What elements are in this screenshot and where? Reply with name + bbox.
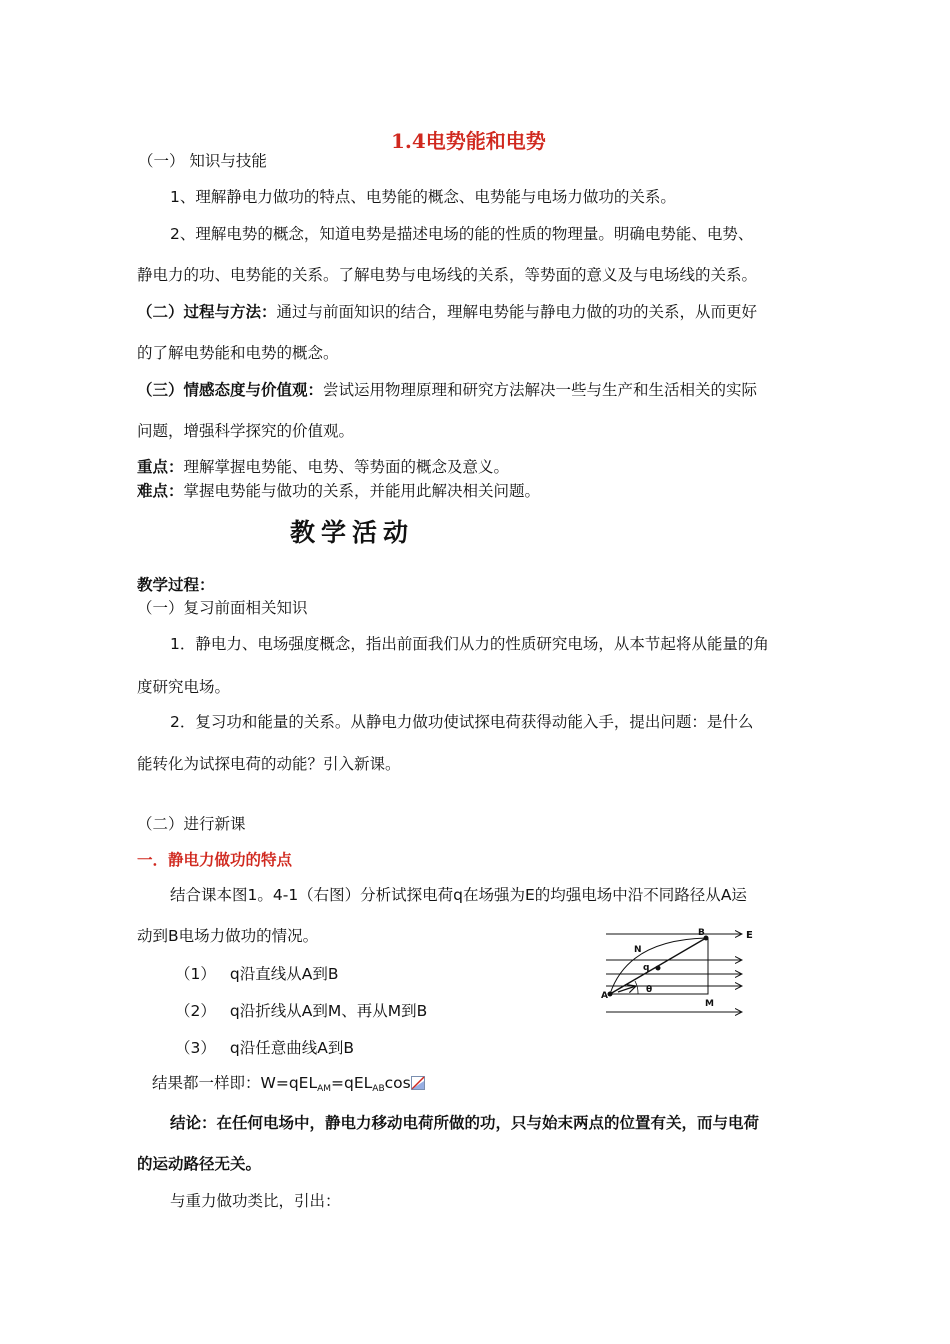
field-lines — [606, 934, 742, 1012]
review-heading: （一）复习前面相关知识 — [137, 599, 308, 617]
review-p2-line1: 2．复习功和能量的关系。从静电力做功使试探电荷获得动能入手，提出问题：是什么 — [170, 713, 754, 731]
case-3 — [175, 1038, 354, 1058]
label-M: M — [705, 999, 714, 1009]
attitude-line2: 问题，增强科学探究的价值观。 — [137, 422, 355, 440]
key-point — [137, 457, 509, 477]
analogy-line: 与重力做功类比，引出： — [170, 1192, 341, 1210]
objective-1: 1、理解静电力做功的特点、电势能的概念、电势能与电场力做功的关系。 — [170, 188, 676, 206]
difficult-point-text: 掌握电势能与做功的关系，并能用此解决相关问题。 — [183, 482, 541, 500]
charge-q — [656, 966, 661, 971]
case-1-num: （1） — [175, 965, 216, 983]
conclusion-line1: 结论：在任何电场中，静电力移动电荷所做的功，只与始末两点的位置有关，而与电荷 — [170, 1114, 760, 1132]
difficult-point — [137, 481, 540, 501]
case-2-text: q沿折线从A到M、再从M到B — [229, 1002, 428, 1020]
section-heading-knowledge: （一） 知识与技能 — [138, 152, 267, 170]
key-point-text: 理解掌握电势能、电势、等势面的概念及意义。 — [183, 458, 510, 476]
label-N: N — [634, 945, 642, 955]
label-q: q — [643, 963, 650, 973]
review-p1-line2: 度研究电场。 — [137, 678, 231, 696]
review-p2-line2: 能转化为试探电荷的动能？引入新课。 — [137, 755, 401, 773]
conclusion-line2: 的运动路径无关。 — [137, 1155, 262, 1173]
process-label: 教学过程： — [137, 576, 215, 594]
attitude-line1 — [137, 380, 757, 400]
intro-line2: 动到B电场力做功的情况。 — [137, 927, 319, 945]
point-A — [608, 992, 613, 997]
attitude-text: 尝试运用物理原理和研究方法解决一些与生产和生活相关的实际 — [323, 381, 758, 399]
case-2-num: （2） — [175, 1002, 216, 1020]
new-lesson-heading: （二）进行新课 — [137, 815, 246, 833]
case-1 — [175, 964, 338, 984]
label-B: B — [698, 928, 705, 938]
label-theta: θ — [646, 985, 653, 995]
section-heading-work-feature: 一．静电力做功的特点 — [137, 851, 293, 869]
intro-line1: 结合课本图1。4-1（右图）分析试探电荷q在场强为E的均强电场中沿不同路径从A运 — [170, 886, 747, 904]
attitude-heading: （三）情感态度与价值观： — [137, 381, 324, 399]
activity-title: 教学活动 — [290, 518, 415, 547]
label-E: E — [746, 930, 753, 941]
process-method-line1 — [137, 302, 757, 322]
electric-field-diagram — [598, 918, 760, 1024]
work-formula: 结果都一样即：W=qEL$_{AM}$=qEL$_{AB}$cos — [152, 1073, 425, 1099]
review-p1-line1: 1．静电力、电场强度概念，指出前面我们从力的性质研究电场，从本节起将从能量的角 — [170, 635, 769, 653]
case-2 — [175, 1001, 427, 1021]
theta-arc — [635, 981, 638, 994]
process-method-text: 通过与前面知识的结合，理解电势能与静电力做的功的关系，从而更好 — [276, 303, 758, 321]
difficult-point-label: 难点： — [137, 482, 184, 500]
process-method-heading: （二）过程与方法： — [137, 303, 277, 321]
objective-2-line2: 静电力的功、电势能的关系。了解电势与电场线的关系，等势面的意义及与电场线的关系。 — [137, 266, 758, 284]
broken-image-icon — [411, 1075, 425, 1089]
case-3-text: q沿任意曲线A到B — [229, 1039, 354, 1057]
path-arrow — [618, 986, 636, 992]
case-3-num: （3） — [175, 1039, 216, 1057]
label-A: A — [601, 991, 608, 1001]
objective-2-line1: 2、理解电势的概念，知道电势是描述电场的能的性质的物理量。明确电势能、电势、 — [170, 225, 754, 243]
case-1-text: q沿直线从A到B — [229, 965, 339, 983]
page-title: 1.4电势能和电势 — [391, 129, 546, 153]
key-point-label: 重点： — [137, 458, 184, 476]
process-method-line2: 的了解电势能和电势的概念。 — [137, 344, 339, 362]
